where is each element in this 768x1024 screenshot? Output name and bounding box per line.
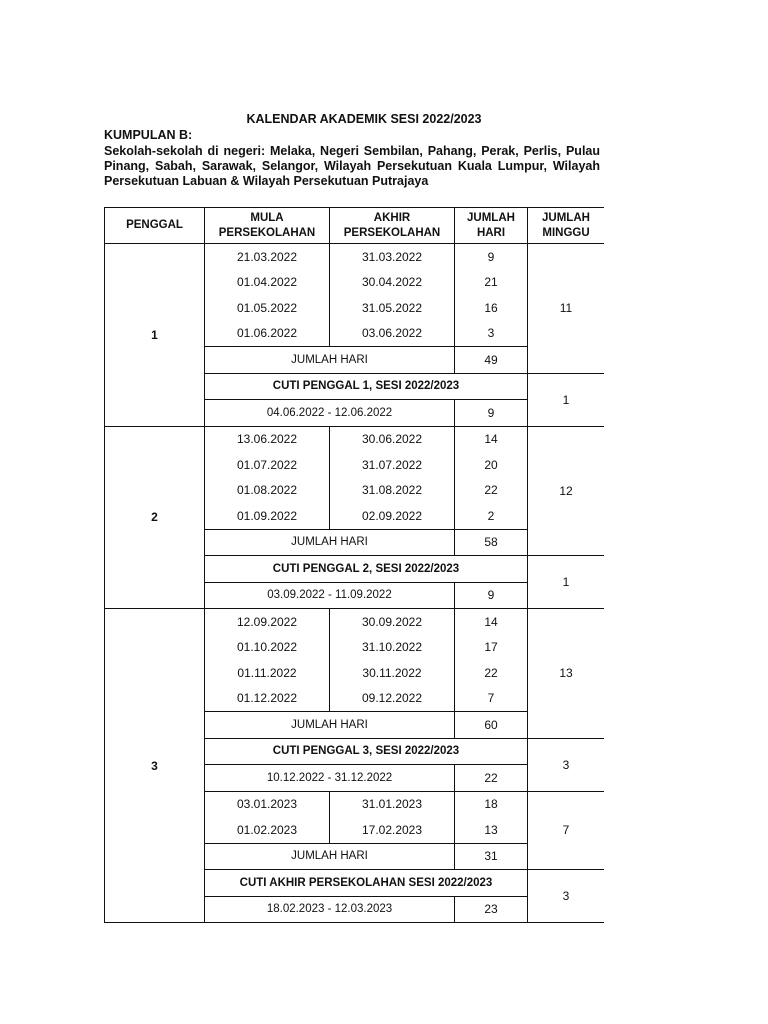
end-date: 02.09.2022 xyxy=(330,503,455,529)
header-jumlah-minggu: JUMLAH MINGGU xyxy=(528,208,605,244)
end-date: 31.10.2022 xyxy=(330,635,455,661)
holiday-label: CUTI PENGGAL 1, SESI 2022/2023 xyxy=(205,373,528,400)
day-count: 22 xyxy=(455,660,528,686)
start-date: 01.10.2022 xyxy=(205,635,330,661)
day-count: 20 xyxy=(455,452,528,478)
day-count: 13 xyxy=(455,817,528,843)
end-date: 30.11.2022 xyxy=(330,660,455,686)
end-date: 17.02.2023 xyxy=(330,817,455,843)
end-date: 31.07.2022 xyxy=(330,452,455,478)
start-date: 01.02.2023 xyxy=(205,817,330,843)
day-count: 21 xyxy=(455,270,528,296)
start-date: 01.06.2022 xyxy=(205,321,330,347)
calendar-table xyxy=(104,207,604,923)
end-date: 31.08.2022 xyxy=(330,478,455,504)
header-akhir: AKHIR PERSEKOLAHAN xyxy=(330,208,455,244)
day-count: 22 xyxy=(455,478,528,504)
header-jumlah-hari: JUMLAH HARI xyxy=(455,208,528,244)
holiday-days: 9 xyxy=(455,582,528,609)
total-label: JUMLAH HARI xyxy=(205,843,455,870)
holiday-weeks: 3 xyxy=(528,738,605,791)
start-date: 01.04.2022 xyxy=(205,270,330,296)
start-date: 01.07.2022 xyxy=(205,452,330,478)
start-date: 12.09.2022 xyxy=(205,609,330,635)
holiday-label: CUTI PENGGAL 2, SESI 2022/2023 xyxy=(205,556,528,583)
holiday-weeks: 1 xyxy=(528,556,605,609)
table-row xyxy=(105,426,605,452)
term-number: 1 xyxy=(105,244,205,427)
day-count: 2 xyxy=(455,503,528,529)
end-date: 31.03.2022 xyxy=(330,244,455,270)
start-date: 01.09.2022 xyxy=(205,503,330,529)
holiday-range: 03.09.2022 - 11.09.2022 xyxy=(205,582,455,609)
total-days: 58 xyxy=(455,529,528,556)
week-count: 12 xyxy=(528,426,605,556)
day-count: 16 xyxy=(455,295,528,321)
end-date: 30.09.2022 xyxy=(330,609,455,635)
table-row xyxy=(105,244,605,270)
header-mula: MULA PERSEKOLAHAN xyxy=(205,208,330,244)
table-header-row xyxy=(105,208,605,244)
day-count: 17 xyxy=(455,635,528,661)
holiday-weeks: 3 xyxy=(528,870,605,923)
final-holiday-range: 18.02.2023 - 12.03.2023 xyxy=(205,896,455,923)
total-days: 49 xyxy=(455,347,528,374)
day-count: 14 xyxy=(455,609,528,635)
holiday-days: 9 xyxy=(455,400,528,427)
final-holiday-label: CUTI AKHIR PERSEKOLAHAN SESI 2022/2023 xyxy=(205,870,528,897)
term-number: 2 xyxy=(105,426,205,609)
day-count: 3 xyxy=(455,321,528,347)
start-date: 03.01.2023 xyxy=(205,791,330,817)
end-date: 31.05.2022 xyxy=(330,295,455,321)
week-count: 7 xyxy=(528,791,605,870)
start-date: 13.06.2022 xyxy=(205,426,330,452)
holiday-weeks: 1 xyxy=(528,373,605,426)
start-date: 21.03.2022 xyxy=(205,244,330,270)
day-count: 9 xyxy=(455,244,528,270)
day-count: 18 xyxy=(455,791,528,817)
holiday-label: CUTI PENGGAL 3, SESI 2022/2023 xyxy=(205,738,528,765)
end-date: 03.06.2022 xyxy=(330,321,455,347)
holiday-days: 22 xyxy=(455,765,528,792)
holiday-range: 10.12.2022 - 31.12.2022 xyxy=(205,765,455,792)
start-date: 01.08.2022 xyxy=(205,478,330,504)
end-date: 30.04.2022 xyxy=(330,270,455,296)
holiday-days: 23 xyxy=(455,896,528,923)
start-date: 01.11.2022 xyxy=(205,660,330,686)
holiday-range: 04.06.2022 - 12.06.2022 xyxy=(205,400,455,427)
day-count: 7 xyxy=(455,686,528,712)
header-penggal: PENGGAL xyxy=(105,208,205,244)
end-date: 31.01.2023 xyxy=(330,791,455,817)
week-count: 13 xyxy=(528,609,605,739)
total-days: 31 xyxy=(455,843,528,870)
day-count: 14 xyxy=(455,426,528,452)
document-title: KALENDAR AKADEMIK SESI 2022/2023 xyxy=(246,112,482,126)
end-date: 30.06.2022 xyxy=(330,426,455,452)
start-date: 01.12.2022 xyxy=(205,686,330,712)
total-label: JUMLAH HARI xyxy=(205,529,455,556)
end-date: 09.12.2022 xyxy=(330,686,455,712)
total-label: JUMLAH HARI xyxy=(205,347,455,374)
total-label: JUMLAH HARI xyxy=(205,712,455,739)
group-label: KUMPULAN B: xyxy=(104,128,193,142)
week-count: 11 xyxy=(528,244,605,374)
states-description: Sekolah-sekolah di negeri: Melaka, Negeri Sembilan, Pahang, Perak, Perlis, Pulau Pinang, Sabah, Sarawak, Selangor, Wilayah Persekutuan Kuala Lumpur, Wilayah Persekutuan Labuan & Wilayah Persekutuan Putrajaya xyxy=(104,144,600,188)
term-number: 3 xyxy=(105,609,205,923)
start-date: 01.05.2022 xyxy=(205,295,330,321)
total-days: 60 xyxy=(455,712,528,739)
table-row xyxy=(105,609,605,635)
academic-calendar-document xyxy=(104,110,604,930)
